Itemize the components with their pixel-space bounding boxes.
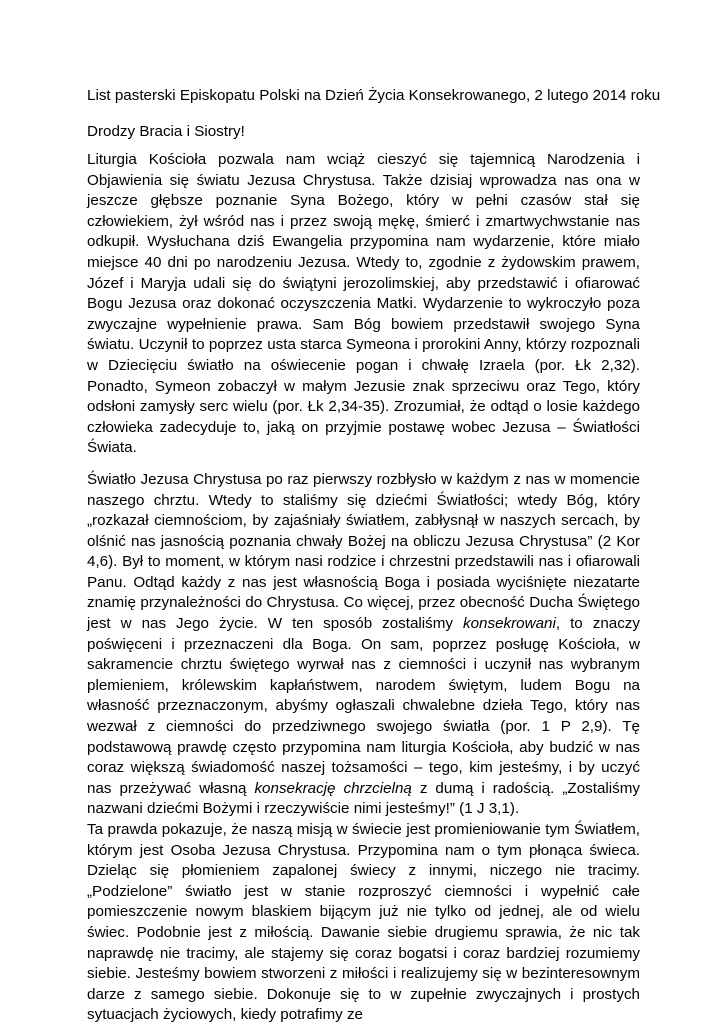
paragraph-1: Liturgia Kościoła pozwala nam wciąż cieszyć się tajemnicą Narodzenia i Objawienia się światu Jezusa Chrystusa. Także dzisiaj wprowadza nas ona w jeszcze głębsze poznanie Syna Bożego, który w pełni czasów stał się człowiekiem, żył wśród nas i przez swoją mękę, śmierć i zmartwychwstanie nas odkupił. Wysłuchana dziś Ewangelia przypomina nam wydarzenie, które miało miejsce 40 dni po narodzeniu Jezusa. Wtedy to, zgodnie z żydowskim prawem, Józef i Maryja udali się do świątyni jerozolimskiej, aby przedstawić i ofiarować Bogu Jezusa oraz dokonać oczyszczenia Matki. Wydarzenie to wykroczyło poza zwyczajne wypełnienie prawa. Sam Bóg bowiem przedstawił swojego Syna światu. Uczynił to poprzez usta starca Symeona i prorokini Anny, którzy rozpoznali w Dziecięciu światło na oświecenie pogan i chwałę Izraela (por. Łk 2,32). Ponadto, Symeon zobaczył w małym Jezusie znak sprzeciwu oraz Tego, który odsłoni zamysły serc wielu (por. Łk 2,34-35). Zrozumiał, że odtąd o losie każdego człowieka zadecyduje to, jaką on przyjmie postawę wobec Jezusa – Światłości Świata. bbox=[87, 151, 640, 457]
paragraph-2-part-2: , to znaczy poświęceni i przeznaczeni dla Boga. On sam, poprzez posługę Kościoła, w sakramencie chrztu świętego wyrwał nas z ciemności i uczynił nas wybranym plemieniem, królewskim kapłaństwem, narodem świętym, ludem Bogu na własność przeznaczonym, abyśmy ogłaszali chwalebne dzieła Tego, który nas wezwał z ciemności do przedziwnego swojego światła (por. 1 P 2,9). Tę podstawową prawdę często przypomina nam liturgia Kościoła, aby budzić w nas coraz większą świadomość naszej tożsamości – tego, kim jesteśmy, i by uczyć nas przeżywać własną bbox=[87, 615, 640, 797]
salutation: Drodzy Bracia i Siostry! bbox=[87, 123, 245, 140]
paragraph-2-part-3: z dumą i radością. „Zostaliśmy nazwani dziećmi Bożymi i rzeczywiście nimi jesteśmy!” (1 J 3,1). bbox=[87, 779, 640, 818]
paragraph-2-emphasis-1: konsekrowani bbox=[463, 615, 556, 633]
paragraph-2-emphasis-2: konsekrację chrzcielną bbox=[254, 779, 412, 797]
letter-body bbox=[87, 150, 640, 1026]
paragraph-2 bbox=[87, 470, 640, 820]
paragraph-3: Ta prawda pokazuje, że naszą misją w świecie jest promieniowanie tym Światłem, którym jest Osoba Jezusa Chrystusa. Przypomina nam o tym płonąca świeca. Dzieląc się płomieniem zapalonej świecy z innymi, niczego nie tracimy. „Podzielone” światło jest w stanie rozproszyć ciemności i wypełnić całe pomieszczenie nowym blaskiem bijącym już nie tylko od jednej, ale od wielu świec. Podobnie jest z miłością. Dawanie siebie drugiemu sprawia, że nic tak naprawdę nie tracimy, ale stajemy się coraz bogatsi i coraz bardziej rozumiemy siebie. Jesteśmy bowiem stworzeni z miłości i realizujemy się w bezinteresownym darze z samego siebie. Dokonuje się to w zupełnie zwyczajnych i prostych sytuacjach życiowych, kiedy potrafimy ze bbox=[87, 821, 640, 1024]
paragraph-2-part-1: Światło Jezusa Chrystusa po raz pierwszy rozbłysło w każdym z nas w momencie naszego chrztu. Wtedy to staliśmy się dziećmi Światłości; wtedy Bóg, który „rozkazał ciemnościom, by zajaśniały światłem, zabłysnął w naszych sercach, by olśnić nas jasnością poznania chwały Bożej na obliczu Jezusa Chrystusa” (2 Kor 4,6). Był to moment, w którym nasi rodzice i chrzestni przedstawili nas i ofiarowali Panu. Odtąd każdy z nas jest własnością Boga i posiada wyciśnięte niezatarte znamię przynależności do Chrystusa. Co więcej, przez obecność Ducha Świętego jest w nas Jego życie. W ten sposób zostaliśmy bbox=[87, 470, 640, 633]
document-title: List pasterski Episkopatu Polski na Dzień Życia Konsekrowanego, 2 lutego 2014 roku bbox=[87, 87, 661, 104]
